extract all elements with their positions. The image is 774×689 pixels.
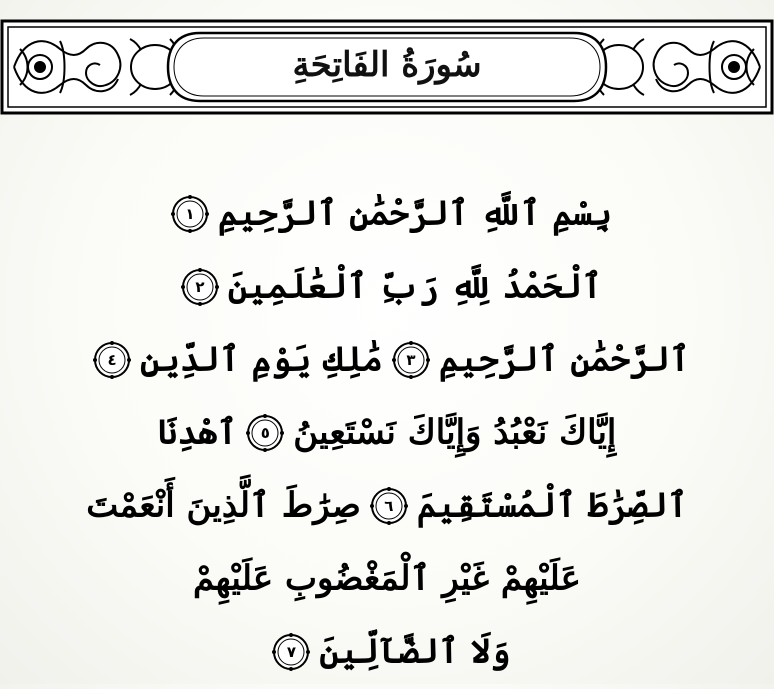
verse-line [0, 249, 774, 322]
verse-line [0, 176, 774, 249]
verse-line [0, 541, 774, 614]
surah-header-banner [0, 19, 774, 115]
verse-line [0, 395, 774, 468]
verse-text: إِيَّاكَ نَعْبُدُ وَإِيَّاكَ نَسْتَعِينُ [293, 412, 617, 453]
ayah-number: ١ [185, 205, 195, 223]
verse-text: ٱلرَّحْمَٰنِ ٱلرَّحِيمِ [438, 339, 690, 380]
ayah-number-marker [180, 267, 220, 307]
verse-text: ٱهْدِنَا [157, 412, 238, 453]
ayah-number-marker [369, 486, 409, 526]
ayah-number: ٦ [384, 497, 394, 515]
ayah-number: ٥ [260, 424, 270, 442]
surah-title: سُورَةُ الفَاتِحَةِ [292, 45, 482, 85]
verse-text: ٱلْحَمْدُ لِلَّهِ رَبِّ ٱلْعَٰلَمِينَ [227, 266, 603, 307]
ayah-number-marker [245, 413, 285, 453]
verse-line [0, 322, 774, 395]
ayah-number-marker [391, 340, 431, 380]
ayah-number: ٤ [107, 351, 117, 369]
ayah-number-marker [170, 194, 210, 234]
ayah-number: ٢ [195, 278, 205, 296]
verse-line [0, 614, 774, 687]
verse-text: صِرَٰطَ ٱلَّذِينَ أَنْعَمْتَ [86, 485, 361, 526]
verse-line [0, 468, 774, 541]
verse-text: وَلَا ٱلضَّآلِّينَ [319, 631, 511, 672]
ayah-number-marker [92, 340, 132, 380]
ayah-number-marker [271, 632, 311, 672]
verse-text: عَلَيْهِمْ غَيْرِ ٱلْمَغْضُوبِ عَلَيْهِمْ [193, 558, 581, 599]
ayah-number: ٧ [286, 643, 296, 661]
ayah-number: ٣ [406, 351, 416, 369]
verse-text: مَٰلِكِ يَوْمِ ٱلدِّينِ [140, 339, 383, 380]
verse-text: بِسْمِ ٱللَّهِ ٱلرَّحْمَٰنِ ٱلرَّحِيمِ [217, 193, 613, 234]
verses-block [0, 176, 774, 687]
verse-text: ٱلصِّرَٰطَ ٱلْمُسْتَقِيمَ [416, 485, 688, 526]
